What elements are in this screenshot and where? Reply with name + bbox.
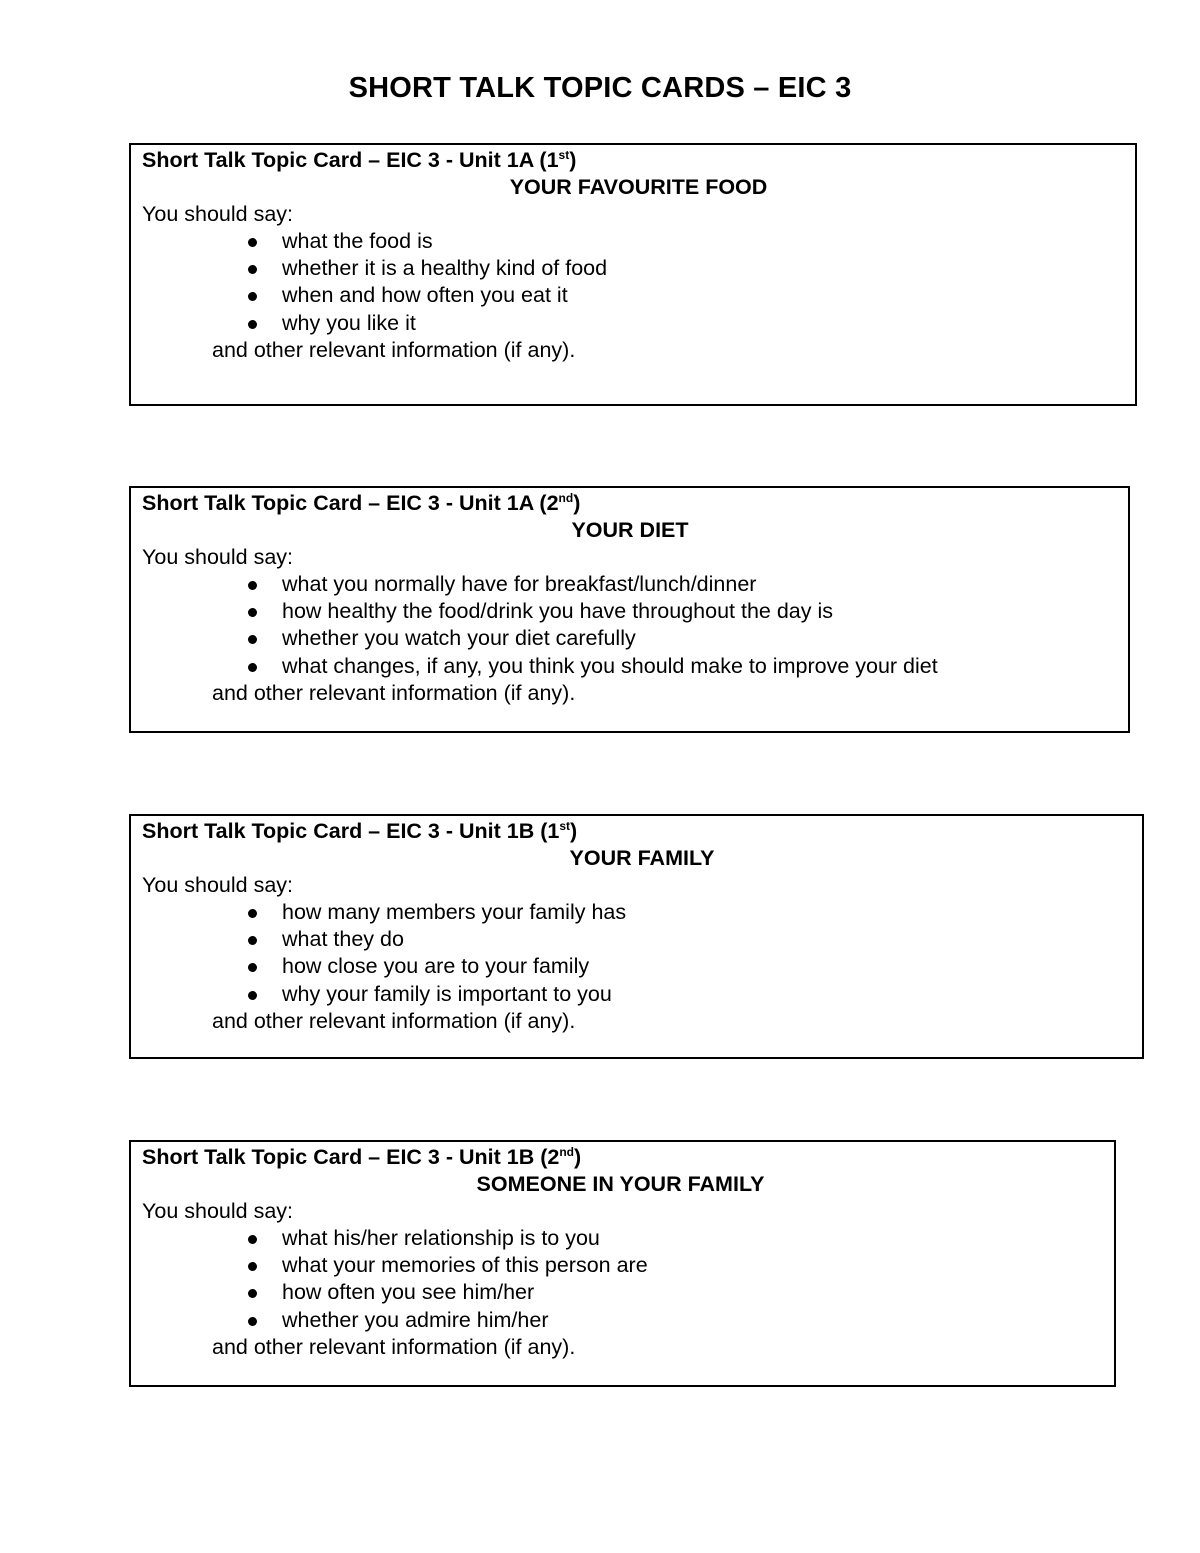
card-header bbox=[142, 147, 1135, 174]
bullet-icon bbox=[248, 1289, 257, 1298]
card-closing: and other relevant information (if any). bbox=[212, 1008, 576, 1033]
list-item bbox=[142, 653, 1128, 680]
prompt-text: why you like it bbox=[282, 310, 416, 335]
card-topic: YOUR FAMILY bbox=[569, 846, 715, 870]
card-header-close: ) bbox=[570, 819, 578, 843]
list-item bbox=[142, 598, 1128, 625]
card-header-superscript: st bbox=[559, 819, 570, 833]
list-item bbox=[142, 926, 1142, 953]
card-header-close: ) bbox=[573, 491, 581, 515]
card-header bbox=[142, 1144, 1114, 1171]
list-item bbox=[142, 625, 1128, 652]
list-item bbox=[142, 310, 1135, 337]
list-item bbox=[142, 228, 1135, 255]
list-item bbox=[142, 1279, 1114, 1306]
bullet-icon bbox=[248, 608, 257, 617]
prompt-text: what they do bbox=[282, 927, 404, 952]
card-header-text: Short Talk Topic Card – EIC 3 - Unit 1B (2 bbox=[142, 1145, 560, 1169]
list-item bbox=[142, 571, 1128, 598]
topic-card bbox=[129, 143, 1137, 406]
bullet-icon bbox=[248, 963, 257, 972]
prompt-text: whether you admire him/her bbox=[282, 1307, 549, 1332]
list-item bbox=[142, 1307, 1114, 1334]
prompt-list bbox=[142, 571, 1128, 680]
list-item bbox=[142, 1225, 1114, 1252]
card-lead: You should say: bbox=[142, 1199, 294, 1223]
card-header-text: Short Talk Topic Card – EIC 3 - Unit 1A (2 bbox=[142, 491, 559, 515]
bullet-icon bbox=[248, 1262, 257, 1271]
bullet-icon bbox=[248, 635, 257, 644]
bullet-icon bbox=[248, 265, 257, 274]
prompt-text: how many members your family has bbox=[282, 900, 627, 924]
card-closing: and other relevant information (if any). bbox=[212, 1334, 576, 1359]
card-lead: You should say: bbox=[142, 873, 294, 897]
bullet-icon bbox=[248, 292, 257, 301]
card-header-close: ) bbox=[569, 148, 577, 172]
list-item bbox=[142, 1252, 1114, 1279]
card-closing: and other relevant information (if any). bbox=[212, 337, 576, 362]
bullet-icon bbox=[248, 936, 257, 945]
prompt-text: what his/her relationship is to you bbox=[282, 1226, 600, 1250]
card-closing: and other relevant information (if any). bbox=[212, 680, 576, 705]
list-item bbox=[142, 953, 1142, 980]
prompt-list bbox=[142, 228, 1135, 337]
card-header-close: ) bbox=[574, 1145, 582, 1169]
prompt-text: how healthy the food/drink you have throughout the day is bbox=[282, 599, 834, 624]
card-header-superscript: nd bbox=[558, 491, 574, 505]
prompt-text: what your memories of this person are bbox=[282, 1253, 648, 1278]
card-header bbox=[142, 818, 1142, 845]
bullet-icon bbox=[248, 909, 257, 918]
prompt-list bbox=[142, 899, 1142, 1008]
card-header bbox=[142, 490, 1128, 517]
list-item bbox=[142, 981, 1142, 1008]
prompt-text: whether you watch your diet carefully bbox=[282, 626, 636, 651]
prompt-text: why your family is important to you bbox=[282, 981, 612, 1006]
card-header-text: Short Talk Topic Card – EIC 3 - Unit 1B (1 bbox=[142, 819, 560, 843]
list-item bbox=[142, 899, 1142, 926]
prompt-text: how close you are to your family bbox=[282, 954, 590, 979]
prompt-text: when and how often you eat it bbox=[282, 283, 568, 308]
prompt-text: how often you see him/her bbox=[282, 1280, 535, 1305]
card-header-superscript: nd bbox=[559, 1145, 574, 1159]
bullet-icon bbox=[248, 1235, 257, 1244]
topic-card bbox=[129, 814, 1144, 1059]
prompt-text: whether it is a healthy kind of food bbox=[282, 256, 608, 281]
topic-card bbox=[129, 1140, 1116, 1387]
prompt-text: what changes, if any, you think you should make to improve your diet bbox=[282, 653, 938, 678]
card-header-text: Short Talk Topic Card – EIC 3 - Unit 1A (1 bbox=[142, 148, 559, 172]
card-lead: You should say: bbox=[142, 202, 294, 226]
bullet-icon bbox=[248, 581, 257, 590]
card-topic: YOUR FAVOURITE FOOD bbox=[509, 175, 768, 199]
bullet-icon bbox=[248, 663, 257, 672]
card-header-superscript: st bbox=[558, 148, 570, 162]
list-item bbox=[142, 255, 1135, 282]
prompt-list bbox=[142, 1225, 1114, 1334]
list-item bbox=[142, 282, 1135, 309]
bullet-icon bbox=[248, 991, 257, 1000]
document-title: SHORT TALK TOPIC CARDS – EIC 3 bbox=[348, 72, 852, 104]
bullet-icon bbox=[248, 320, 257, 329]
bullet-icon bbox=[248, 1317, 257, 1326]
card-lead: You should say: bbox=[142, 545, 294, 569]
bullet-icon bbox=[248, 238, 257, 247]
card-topic: SOMEONE IN YOUR FAMILY bbox=[476, 1172, 765, 1196]
prompt-text: what the food is bbox=[282, 229, 433, 253]
topic-card bbox=[129, 486, 1130, 733]
prompt-text: what you normally have for breakfast/lunch/dinner bbox=[282, 572, 757, 596]
card-topic: YOUR DIET bbox=[571, 518, 689, 542]
